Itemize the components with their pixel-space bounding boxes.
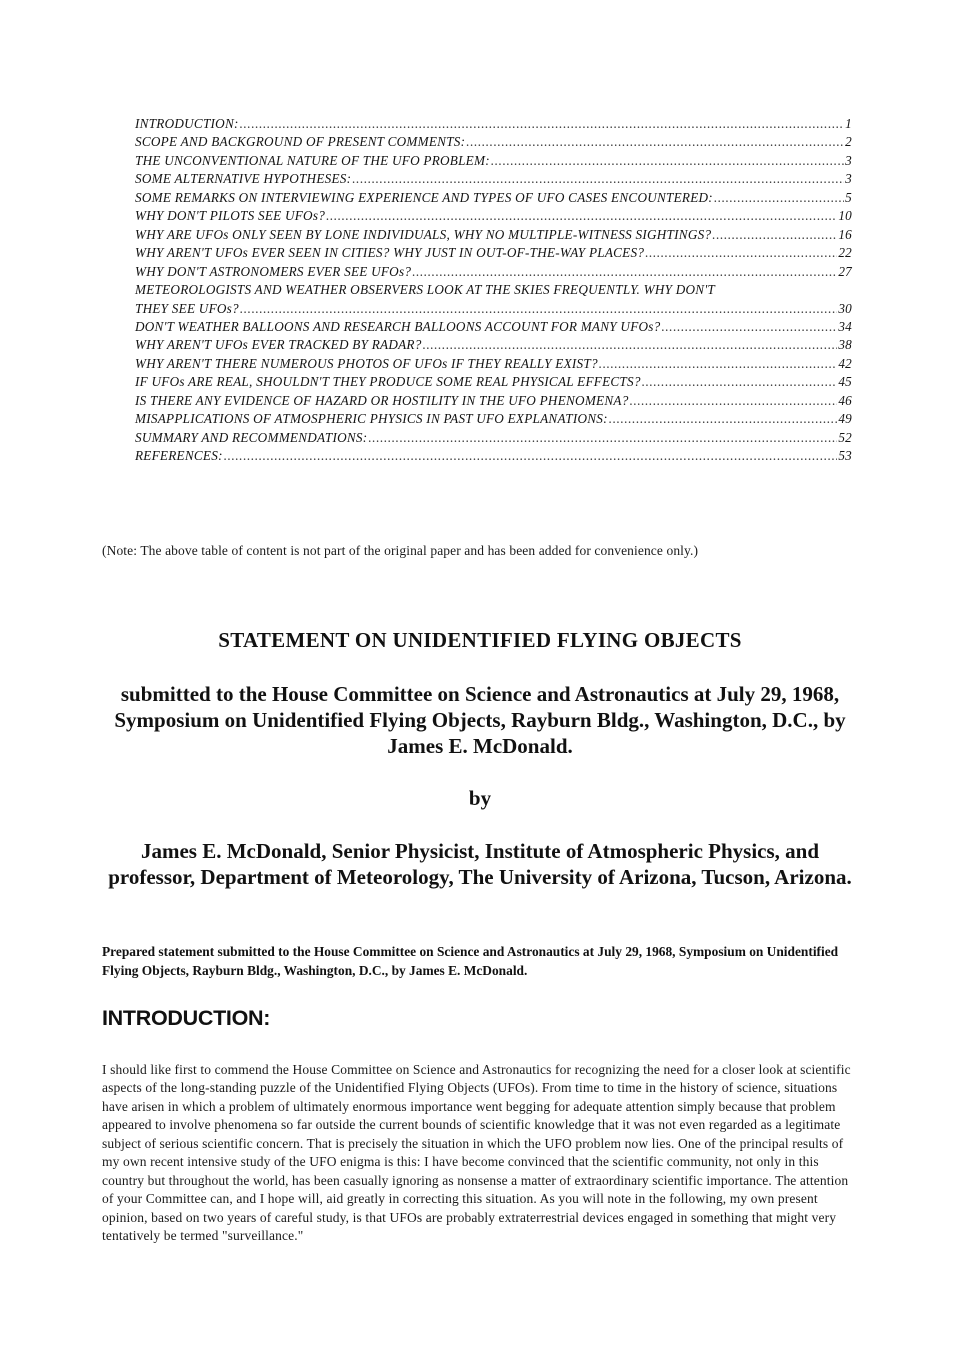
toc-leader xyxy=(368,429,837,447)
toc-leader xyxy=(224,447,838,465)
byline-label: by xyxy=(468,786,492,810)
toc-entry[interactable] xyxy=(135,226,852,244)
toc-entry-page: 5 xyxy=(845,189,852,205)
toc-leader xyxy=(491,152,844,170)
document-subtitle: submitted to the House Committee on Science and Astronautics at July 29, 1968, Symposium on Unidentified Flying Objects, Rayburn Bldg., Washington, D.C., by James E. McDonald. xyxy=(114,682,846,758)
table-of-contents xyxy=(135,115,852,466)
toc-entry-title: SOME REMARKS ON INTERVIEWING EXPERIENCE AND TYPES OF UFO CASES ENCOUNTERED: xyxy=(135,189,713,205)
toc-entry-title: WHY AREN'T UFOs EVER SEEN IN CITIES? WHY JUST IN OUT-OF-THE-WAY PLACES? xyxy=(135,245,645,261)
toc-entry[interactable] xyxy=(135,281,852,318)
toc-entry[interactable] xyxy=(135,447,852,465)
toc-entry[interactable] xyxy=(135,318,852,336)
toc-entry-title: WHY DON'T ASTRONOMERS EVER SEE UFOs? xyxy=(135,263,412,279)
toc-leader xyxy=(642,373,838,391)
toc-entry-title: THE UNCONVENTIONAL NATURE OF THE UFO PROBLEM: xyxy=(135,152,490,168)
toc-entry-title: SOME ALTERNATIVE HYPOTHESES: xyxy=(135,171,352,187)
toc-entry-page: 1 xyxy=(845,116,852,131)
toc-leader xyxy=(645,244,837,262)
toc-entry[interactable] xyxy=(135,244,852,262)
toc-entry[interactable] xyxy=(135,410,852,428)
toc-entry-page: 3 xyxy=(845,171,852,187)
toc-entry-title: WHY ARE UFOs ONLY SEEN BY LONE INDIVIDUALS, WHY NO MULTIPLE-WITNESS SIGHTINGS? xyxy=(135,226,712,242)
toc-entry[interactable] xyxy=(135,336,852,354)
section-heading-introduction: INTRODUCTION: xyxy=(102,1006,271,1030)
toc-entry[interactable] xyxy=(135,152,852,170)
toc-leader xyxy=(599,355,838,373)
author-affiliation: James E. McDonald, Senior Physicist, Institute of Atmospheric Physics, and professor, Department of Meteorology, The University of Arizona, Tucson, Arizona. xyxy=(108,839,852,889)
prepared-statement-note: Prepared statement submitted to the House Committee on Science and Astronautics at July 29, 1968, Symposium on Unidentified Flying Objects, Rayburn Bldg., Washington, D.C., by James E. McDonald. xyxy=(102,944,839,978)
toc-entry[interactable] xyxy=(135,392,852,410)
toc-entry-title: WHY AREN'T THERE NUMEROUS PHOTOS OF UFOs IF THEY REALLY EXIST? xyxy=(135,355,598,371)
toc-leader xyxy=(326,207,837,225)
toc-entry-page: 46 xyxy=(838,392,852,408)
toc-entry-page: 49 xyxy=(838,411,852,427)
toc-entry-page: 53 xyxy=(838,448,852,464)
toc-entry-title: WHY AREN'T UFOs EVER TRACKED BY RADAR? xyxy=(135,337,422,353)
toc-entry-page: 52 xyxy=(838,429,852,445)
toc-leader xyxy=(240,300,837,318)
toc-leader xyxy=(712,226,837,244)
toc-entry[interactable] xyxy=(135,133,852,151)
toc-entry-page: 34 xyxy=(838,318,852,334)
toc-entry-title: SCOPE AND BACKGROUND OF PRESENT COMMENTS: xyxy=(135,134,466,150)
toc-entry[interactable] xyxy=(135,429,852,447)
toc-entry-title: DON'T WEATHER BALLOONS AND RESEARCH BALLOONS ACCOUNT FOR MANY UFOs? xyxy=(135,318,661,334)
toc-entry-title: MISAPPLICATIONS OF ATMOSPHERIC PHYSICS IN PAST UFO EXPLANATIONS: xyxy=(135,411,608,427)
toc-entry[interactable] xyxy=(135,373,852,391)
toc-leader xyxy=(412,263,837,281)
toc-note: (Note: The above table of content is not part of the original paper and has been added for convenience only.) xyxy=(102,543,699,558)
toc-entry-title: REFERENCES: xyxy=(135,448,223,464)
toc-entry[interactable] xyxy=(135,355,852,373)
toc-entry[interactable] xyxy=(135,207,852,225)
toc-leader xyxy=(662,318,838,336)
toc-leader xyxy=(466,133,844,151)
toc-entry-page: 27 xyxy=(838,263,852,279)
toc-entry[interactable] xyxy=(135,115,852,133)
toc-leader xyxy=(630,392,838,410)
toc-leader xyxy=(609,410,838,428)
toc-entry-page: 42 xyxy=(838,355,852,371)
toc-leader xyxy=(352,170,844,188)
toc-entry-page: 45 xyxy=(838,374,852,390)
toc-entry[interactable] xyxy=(135,189,852,207)
toc-entry-page: 2 xyxy=(845,134,852,150)
toc-entry-page: 16 xyxy=(838,226,852,242)
toc-leader xyxy=(714,189,844,207)
toc-entry-title: IF UFOs ARE REAL, SHOULDN'T THEY PRODUCE SOME REAL PHYSICAL EFFECTS? xyxy=(135,374,641,390)
introduction-paragraph: I should like first to commend the House Committee on Science and Astronautics for recognizing the need for a closer look at scientific aspects of the long-standing puzzle of the Unidentified Flying Objects (UFOs). From time to time in the history of science, situations have arisen in which a problem of ultimately enormous importance went begging for adequate attention simply because that problem appeared to involve phenomena so far outside the current bounds of scientific knowledge that it was not even regarded as a legitimate subject of serious scientific concern. That is precisely the situation in which the UFO problem now lies. One of the principal results of my own recent intensive study of the UFO enigma is this: I have become convinced that the scientific community, not only in this country but throughout the world, has been casually ignoring as nonsense a matter of extraordinary scientific importance. The attention of your Committee can, and I hope will, aid greatly in correcting this situation. As you will note in the following, my own present opinion, based on two years of careful study, is that UFOs are probably extraterrestrial devices engaged in something that might very tentatively be termed "surveillance." xyxy=(102,1062,851,1244)
toc-leader xyxy=(423,336,838,354)
toc-entry[interactable] xyxy=(135,170,852,188)
toc-entry[interactable] xyxy=(135,263,852,281)
toc-entry-title: METEOROLOGISTS AND WEATHER OBSERVERS LOOK AT THE SKIES FREQUENTLY. WHY DON'T xyxy=(135,282,715,298)
document-title: STATEMENT ON UNIDENTIFIED FLYING OBJECTS xyxy=(218,628,742,652)
toc-entry-title: WHY DON'T PILOTS SEE UFOs? xyxy=(135,208,326,224)
toc-entry-page: 38 xyxy=(838,337,852,353)
toc-entry-title: INTRODUCTION: xyxy=(135,116,239,131)
toc-entry-page: 30 xyxy=(838,300,852,316)
toc-entry-page: 22 xyxy=(838,245,852,261)
toc-entry-title-continued: THEY SEE UFOs? xyxy=(135,300,239,316)
toc-entry-title: IS THERE ANY EVIDENCE OF HAZARD OR HOSTILITY IN THE UFO PHENOMENA? xyxy=(135,392,629,408)
toc-entry-page: 10 xyxy=(838,208,852,224)
toc-leader xyxy=(240,115,845,133)
toc-entry-title: SUMMARY AND RECOMMENDATIONS: xyxy=(135,429,368,445)
toc-entry-page: 3 xyxy=(845,152,852,168)
